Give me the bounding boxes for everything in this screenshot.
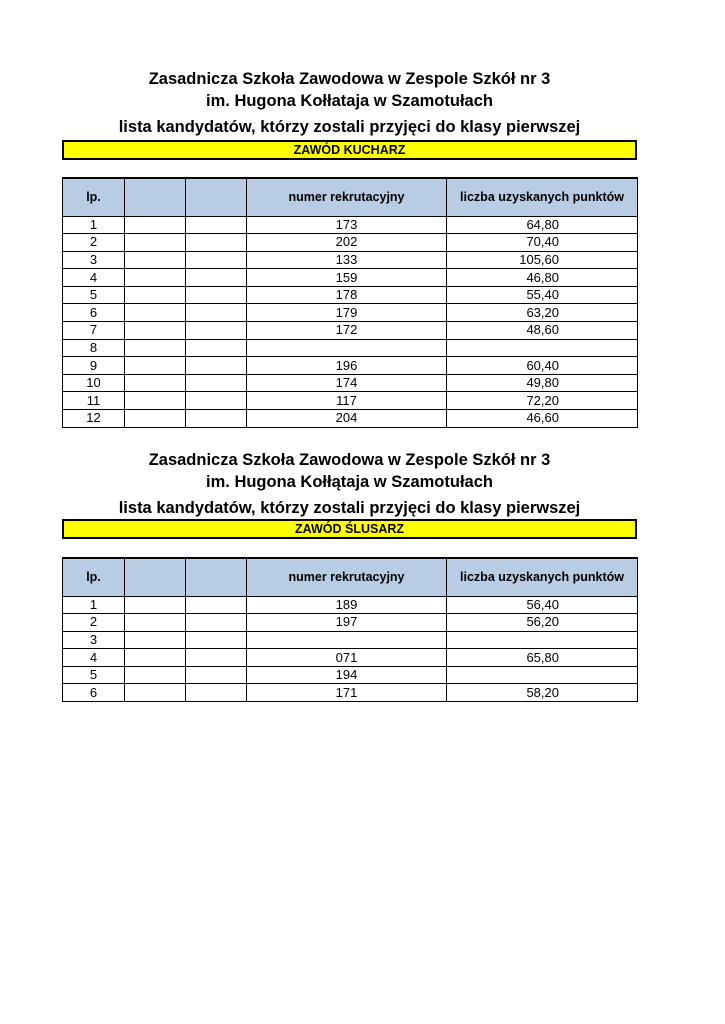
- cell-lp: 12: [63, 410, 125, 428]
- cell-number: 172: [247, 322, 447, 340]
- profession-banner: ZAWÓD KUCHARZ: [62, 140, 637, 160]
- cell-lp: 6: [63, 684, 125, 702]
- cell-points: 46,80: [447, 269, 638, 287]
- cell-empty: [186, 286, 247, 304]
- cell-points: 64,80: [447, 216, 638, 234]
- cell-points: [447, 339, 638, 357]
- cell-number: 171: [247, 684, 447, 702]
- cell-empty: [186, 374, 247, 392]
- cell-empty: [186, 251, 247, 269]
- cell-number: 189: [247, 596, 447, 614]
- cell-number: [247, 339, 447, 357]
- cell-lp: 3: [63, 251, 125, 269]
- cell-empty: [125, 322, 186, 340]
- cell-empty: [125, 374, 186, 392]
- cell-empty: [125, 339, 186, 357]
- cell-points: 65,80: [447, 649, 638, 667]
- table-row: [63, 684, 638, 702]
- cell-empty: [186, 392, 247, 410]
- table-row: [63, 286, 638, 304]
- cell-empty: [125, 269, 186, 287]
- cell-empty: [186, 216, 247, 234]
- header-empty: [125, 558, 186, 596]
- cell-points: 105,60: [447, 251, 638, 269]
- cell-points: [447, 631, 638, 649]
- cell-points: 56,20: [447, 614, 638, 632]
- school-name: Zasadnicza Szkoła Zawodowa w Zespole Szkół nr 3: [148, 451, 551, 469]
- header-number: numer rekrutacyjny: [247, 558, 447, 596]
- cell-number: 159: [247, 269, 447, 287]
- cell-points: [447, 666, 638, 684]
- header-number: numer rekrutacyjny: [247, 178, 447, 216]
- cell-empty: [186, 649, 247, 667]
- table-row: [63, 339, 638, 357]
- cell-number: 133: [247, 251, 447, 269]
- cell-lp: 4: [63, 649, 125, 667]
- cell-empty: [125, 286, 186, 304]
- cell-number: 179: [247, 304, 447, 322]
- cell-empty: [186, 631, 247, 649]
- header-points: liczba uzyskanych punktów: [447, 558, 638, 596]
- cell-number: [247, 631, 447, 649]
- cell-points: 56,40: [447, 596, 638, 614]
- table-header-row: [63, 178, 638, 216]
- cell-empty: [125, 684, 186, 702]
- cell-lp: 3: [63, 631, 125, 649]
- table-row: [63, 216, 638, 234]
- cell-lp: 1: [63, 596, 125, 614]
- list-title: lista kandydatów, którzy zostali przyjęci do klasy pierwszej: [118, 118, 581, 136]
- school-name: Zasadnicza Szkoła Zawodowa w Zespole Szkół nr 3: [148, 70, 551, 88]
- cell-number: 194: [247, 666, 447, 684]
- cell-empty: [186, 666, 247, 684]
- cell-empty: [186, 410, 247, 428]
- cell-number: 202: [247, 234, 447, 252]
- school-patron: im. Hugona Kołłątaja w Szamotułach: [206, 473, 493, 491]
- table-row: [63, 357, 638, 375]
- cell-lp: 4: [63, 269, 125, 287]
- table-row: [63, 392, 638, 410]
- header-empty: [125, 178, 186, 216]
- table-row: [63, 304, 638, 322]
- header-points: liczba uzyskanych punktów: [447, 178, 638, 216]
- table-row: [63, 666, 638, 684]
- list-title: lista kandydatów, którzy zostali przyjęci do klasy pierwszej: [118, 499, 581, 517]
- cell-empty: [186, 357, 247, 375]
- cell-empty: [125, 649, 186, 667]
- cell-lp: 8: [63, 339, 125, 357]
- cell-empty: [186, 269, 247, 287]
- cell-empty: [186, 234, 247, 252]
- cell-empty: [125, 631, 186, 649]
- cell-number: 174: [247, 374, 447, 392]
- cell-number: 173: [247, 216, 447, 234]
- cell-empty: [125, 357, 186, 375]
- table-row: [63, 614, 638, 632]
- header-empty: [186, 178, 247, 216]
- cell-lp: 5: [63, 666, 125, 684]
- cell-empty: [186, 322, 247, 340]
- table-row: [63, 374, 638, 392]
- admission-table: [62, 557, 638, 702]
- cell-number: 071: [247, 649, 447, 667]
- profession-banner: ZAWÓD ŚLUSARZ: [62, 519, 637, 539]
- cell-points: 48,60: [447, 322, 638, 340]
- cell-number: 197: [247, 614, 447, 632]
- table-row: [63, 410, 638, 428]
- cell-empty: [186, 339, 247, 357]
- cell-empty: [186, 304, 247, 322]
- cell-number: 117: [247, 392, 447, 410]
- cell-points: 72,20: [447, 392, 638, 410]
- cell-number: 196: [247, 357, 447, 375]
- table-row: [63, 649, 638, 667]
- table-row: [63, 631, 638, 649]
- cell-empty: [125, 251, 186, 269]
- cell-lp: 1: [63, 216, 125, 234]
- cell-points: 58,20: [447, 684, 638, 702]
- header-lp: lp.: [63, 178, 125, 216]
- header-lp: lp.: [63, 558, 125, 596]
- table-row: [63, 234, 638, 252]
- document-heading: [62, 449, 637, 519]
- cell-empty: [186, 684, 247, 702]
- cell-points: 55,40: [447, 286, 638, 304]
- cell-empty: [125, 304, 186, 322]
- header-empty: [186, 558, 247, 596]
- cell-points: 63,20: [447, 304, 638, 322]
- cell-empty: [125, 392, 186, 410]
- cell-lp: 6: [63, 304, 125, 322]
- cell-lp: 7: [63, 322, 125, 340]
- school-patron: im. Hugona Kołłataja w Szamotułach: [206, 92, 493, 110]
- cell-lp: 11: [63, 392, 125, 410]
- cell-lp: 2: [63, 614, 125, 632]
- cell-empty: [125, 216, 186, 234]
- cell-lp: 2: [63, 234, 125, 252]
- section-kucharz: [0, 68, 725, 428]
- cell-points: 60,40: [447, 357, 638, 375]
- cell-empty: [186, 596, 247, 614]
- table-row: [63, 269, 638, 287]
- cell-empty: [125, 234, 186, 252]
- cell-points: 49,80: [447, 374, 638, 392]
- cell-number: 204: [247, 410, 447, 428]
- cell-lp: 10: [63, 374, 125, 392]
- cell-number: 178: [247, 286, 447, 304]
- cell-points: 46,60: [447, 410, 638, 428]
- table-row: [63, 322, 638, 340]
- cell-empty: [125, 410, 186, 428]
- table-row: [63, 596, 638, 614]
- cell-empty: [125, 666, 186, 684]
- cell-empty: [125, 596, 186, 614]
- table-header-row: [63, 558, 638, 596]
- cell-lp: 5: [63, 286, 125, 304]
- section-slusarz: [0, 449, 725, 702]
- document-heading: [62, 68, 637, 138]
- cell-lp: 9: [63, 357, 125, 375]
- cell-empty: [125, 614, 186, 632]
- admission-table: [62, 177, 638, 428]
- cell-empty: [186, 614, 247, 632]
- table-row: [63, 251, 638, 269]
- cell-points: 70,40: [447, 234, 638, 252]
